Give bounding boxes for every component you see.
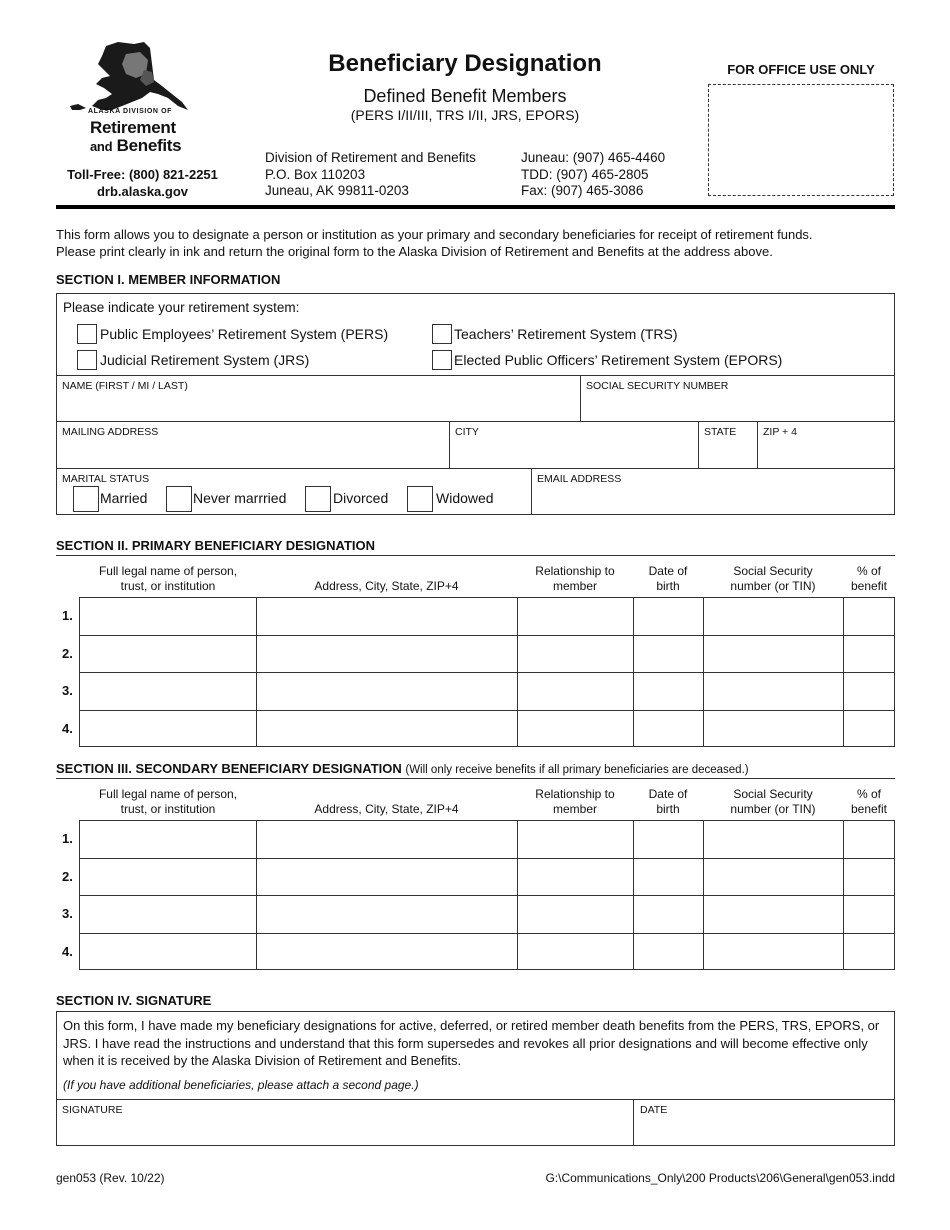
- never-married-checkbox[interactable]: [166, 486, 192, 512]
- state-label: STATE: [704, 426, 737, 438]
- secondary-name-cell[interactable]: [80, 859, 255, 895]
- primary-address-cell[interactable]: [257, 673, 516, 709]
- trs-checkbox[interactable]: [432, 324, 452, 344]
- contact-line: Fax: (907) 465-3086: [521, 183, 644, 198]
- secondary-address-cell[interactable]: [257, 821, 516, 857]
- epors-checkbox[interactable]: [432, 350, 452, 370]
- primary-name-cell[interactable]: [80, 711, 255, 747]
- marital-status-label: MARITAL STATUS: [62, 473, 150, 485]
- section-3-rule: [56, 778, 895, 779]
- married-checkbox[interactable]: [73, 486, 99, 512]
- widowed-label: Widowed: [436, 490, 494, 506]
- date-label: DATE: [640, 1104, 668, 1116]
- primary-dob-cell[interactable]: [634, 598, 702, 634]
- col-divider: [633, 820, 634, 970]
- col-relationship-header: Relationship to member: [535, 564, 615, 593]
- primary-address-cell[interactable]: [257, 598, 516, 634]
- section-1-title: SECTION I. MEMBER INFORMATION: [56, 272, 281, 287]
- col-ssn-header: Social Security number (or TIN): [730, 564, 816, 593]
- contact-line: Juneau: (907) 465-4460: [521, 150, 666, 165]
- divorced-label: Divorced: [333, 490, 389, 506]
- section-4-title: SECTION IV. SIGNATURE: [56, 993, 212, 1008]
- contact-line: TDD: (907) 465-2805: [521, 166, 649, 182]
- secondary-name-cell[interactable]: [80, 896, 255, 932]
- secondary-name-cell[interactable]: [80, 821, 255, 857]
- toll-free-block: [60, 166, 225, 200]
- secondary-percent-cell[interactable]: [844, 934, 894, 970]
- contact-block: [521, 150, 665, 200]
- secondary-dob-cell[interactable]: [634, 821, 702, 857]
- address-line: Juneau, AK 99811-0203: [265, 183, 409, 198]
- primary-row-number: 2.: [62, 645, 73, 661]
- primary-percent-cell[interactable]: [844, 636, 894, 672]
- primary-percent-cell[interactable]: [844, 673, 894, 709]
- office-use-box: [708, 84, 894, 196]
- intro-line: This form allows you to designate a person or institution as your primary and secondary beneficiaries for receipt of retirement funds.: [56, 227, 813, 242]
- secondary-dob-cell[interactable]: [634, 896, 702, 932]
- primary-dob-cell[interactable]: [634, 711, 702, 747]
- primary-ssn-cell[interactable]: [704, 711, 842, 747]
- secondary-row-number: 3.: [62, 906, 73, 921]
- jrs-label: Judicial Retirement System (JRS): [100, 352, 310, 368]
- col-address-header: Address, City, State, ZIP+4: [314, 579, 459, 593]
- email-field[interactable]: [532, 487, 894, 514]
- jrs-checkbox[interactable]: [77, 350, 97, 370]
- secondary-percent-cell[interactable]: [844, 896, 894, 932]
- section-3-title: SECTION III. SECONDARY BENEFICIARY DESIGNATION (Will only receive benefits if all primary beneficiaries are deceased.): [56, 761, 749, 776]
- name-field-label: NAME (FIRST / MI / LAST): [62, 380, 188, 392]
- primary-address-cell[interactable]: [257, 636, 516, 672]
- certification-text: On this form, I have made my beneficiary designations for active, deferred, or retired member death benefits from the PERS, TRS, EPORS, or JRS. I have read the instructions and understand that this form supersedes and revokes all prior designations and will become effective only when it is received by the Alaska Division of Retirement and Benefits.: [63, 1018, 880, 1068]
- secondary-ssn-cell[interactable]: [704, 859, 842, 895]
- file-path: G:\Communications_Only\200 Products\206\General\gen053.indd: [545, 1171, 895, 1185]
- secondary-percent-cell[interactable]: [844, 821, 894, 857]
- col-dob-header: Date of birth: [648, 787, 688, 816]
- col-divider: [633, 597, 634, 747]
- widowed-checkbox[interactable]: [407, 486, 433, 512]
- col-dob-header: Date of birth: [648, 564, 688, 593]
- primary-ssn-cell[interactable]: [704, 636, 842, 672]
- primary-relationship-cell[interactable]: [518, 598, 632, 634]
- logo-line-retirement: Retirement: [90, 118, 176, 137]
- secondary-relationship-cell[interactable]: [518, 859, 632, 895]
- secondary-address-cell[interactable]: [257, 934, 516, 970]
- mailing-address-field[interactable]: [57, 440, 449, 467]
- pers-checkbox[interactable]: [77, 324, 97, 344]
- primary-row-number: 1.: [62, 608, 73, 623]
- secondary-row-number: 1.: [62, 831, 73, 846]
- form-title: Beneficiary Designation: [328, 50, 602, 77]
- primary-relationship-cell[interactable]: [518, 636, 632, 672]
- col-divider: [703, 597, 704, 747]
- toll-free-number: Toll-Free: (800) 821-2251: [67, 167, 218, 182]
- col-ssn-header: Social Security number (or TIN): [730, 787, 816, 816]
- primary-ssn-cell[interactable]: [704, 598, 842, 634]
- primary-row-number: 3.: [62, 683, 73, 698]
- mailing-address-block: [265, 150, 476, 200]
- secondary-row-number: 2.: [62, 868, 73, 884]
- trs-label: Teachers’ Retirement System (TRS): [454, 326, 678, 342]
- primary-relationship-cell[interactable]: [518, 673, 632, 709]
- address-line: P.O. Box 110203: [265, 166, 366, 182]
- primary-ssn-cell[interactable]: [704, 673, 842, 709]
- retirement-system-prompt: Please indicate your retirement system:: [63, 300, 300, 315]
- form-revision: gen053 (Rev. 10/22): [56, 1171, 165, 1185]
- primary-address-cell[interactable]: [257, 711, 516, 747]
- primary-percent-cell[interactable]: [844, 711, 894, 747]
- primary-name-cell[interactable]: [80, 598, 255, 634]
- col-address-header: Address, City, State, ZIP+4: [314, 802, 459, 816]
- secondary-name-cell[interactable]: [80, 934, 255, 970]
- col-percent-header: % of benefit: [850, 787, 888, 816]
- col-divider: [843, 820, 844, 970]
- col-divider: [517, 597, 518, 747]
- primary-row-number: 4.: [62, 720, 73, 736]
- signature-field[interactable]: [57, 1118, 633, 1145]
- state-field[interactable]: [699, 440, 757, 467]
- primary-name-cell[interactable]: [80, 673, 255, 709]
- signature-label: SIGNATURE: [62, 1104, 123, 1116]
- additional-beneficiaries-note: (If you have additional beneficiaries, please attach a second page.): [63, 1078, 419, 1092]
- date-field[interactable]: [634, 1118, 894, 1145]
- section-3-note: (Will only receive benefits if all primary beneficiaries are deceased.): [405, 764, 749, 776]
- zip-label: ZIP + 4: [763, 426, 797, 438]
- secondary-address-cell[interactable]: [257, 859, 516, 895]
- col-percent-header: % of benefit: [850, 564, 888, 593]
- primary-dob-cell[interactable]: [634, 636, 702, 672]
- form-subtitle: Defined Benefit Members: [363, 86, 567, 106]
- ssn-field-label: SOCIAL SECURITY NUMBER: [586, 380, 729, 392]
- never-married-label: Never marrried: [193, 490, 287, 506]
- logo-line-benefits: and Benefits: [90, 136, 182, 155]
- secondary-relationship-cell[interactable]: [518, 821, 632, 857]
- logo-small-text: ALASKA DIVISION OF: [88, 108, 173, 115]
- primary-name-cell[interactable]: [80, 636, 255, 672]
- intro-text: [56, 226, 896, 260]
- zip-field[interactable]: [758, 440, 894, 467]
- divorced-checkbox[interactable]: [305, 486, 331, 512]
- row-divider: [56, 421, 895, 422]
- website-link[interactable]: drb.alaska.gov: [96, 184, 189, 199]
- secondary-dob-cell[interactable]: [634, 934, 702, 970]
- row-divider: [56, 1099, 895, 1100]
- primary-percent-cell[interactable]: [844, 598, 894, 634]
- secondary-relationship-cell[interactable]: [518, 896, 632, 932]
- city-label: CITY: [455, 426, 479, 438]
- intro-line: Please print clearly in ink and return the original form to the Alaska Division of Retirement and Benefits at the address above.: [56, 244, 773, 259]
- section-2-rule: [56, 555, 895, 556]
- division-logo: [66, 40, 196, 158]
- email-label: EMAIL ADDRESS: [537, 473, 622, 485]
- col-name-header: Full legal name of person, trust, or institution: [98, 787, 238, 816]
- col-divider: [256, 597, 257, 747]
- alaska-map-icon: [66, 40, 196, 112]
- office-use-label: FOR OFFICE USE ONLY: [727, 62, 875, 77]
- secondary-address-cell[interactable]: [257, 896, 516, 932]
- secondary-ssn-cell[interactable]: [704, 896, 842, 932]
- secondary-ssn-cell[interactable]: [704, 821, 842, 857]
- header-divider: [56, 205, 895, 209]
- col-divider: [256, 820, 257, 970]
- name-field[interactable]: [57, 394, 580, 420]
- col-relationship-header: Relationship to member: [535, 787, 615, 816]
- col-divider: [703, 820, 704, 970]
- col-divider: [517, 820, 518, 970]
- ssn-field[interactable]: [581, 394, 894, 420]
- primary-dob-cell[interactable]: [634, 673, 702, 709]
- epors-label: Elected Public Officers’ Retirement System (EPORS): [454, 352, 783, 368]
- secondary-percent-cell[interactable]: [844, 859, 894, 895]
- pers-label: Public Employees’ Retirement System (PERS): [100, 326, 389, 342]
- col-name-header: Full legal name of person, trust, or institution: [98, 564, 238, 593]
- primary-relationship-cell[interactable]: [518, 711, 632, 747]
- mailing-address-label: MAILING ADDRESS: [62, 426, 159, 438]
- col-divider: [843, 597, 844, 747]
- married-label: Married: [100, 490, 148, 506]
- row-divider: [56, 375, 895, 376]
- form-plans: (PERS I/II/III, TRS I/II, JRS, EPORS): [350, 107, 580, 123]
- secondary-relationship-cell[interactable]: [518, 934, 632, 970]
- secondary-ssn-cell[interactable]: [704, 934, 842, 970]
- secondary-dob-cell[interactable]: [634, 859, 702, 895]
- secondary-row-number: 4.: [62, 943, 73, 959]
- row-divider: [56, 468, 895, 469]
- city-field[interactable]: [450, 440, 698, 467]
- section-2-title: SECTION II. PRIMARY BENEFICIARY DESIGNATION: [56, 538, 376, 553]
- address-line: Division of Retirement and Benefits: [265, 150, 476, 165]
